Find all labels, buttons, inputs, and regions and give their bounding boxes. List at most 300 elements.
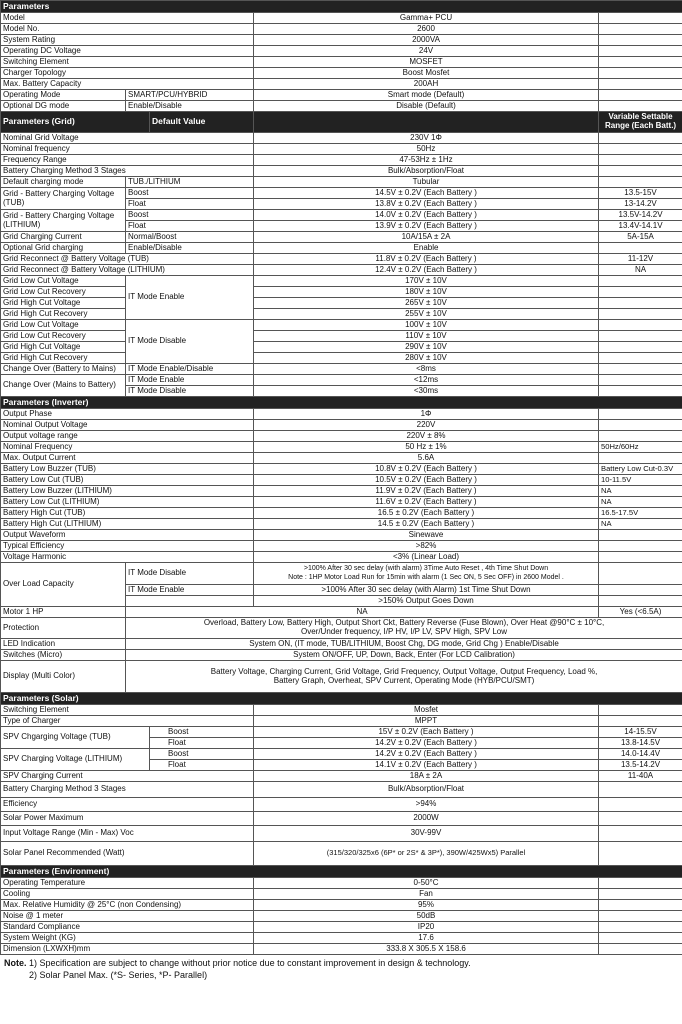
stage-range: 13.8-14.5V <box>599 738 682 749</box>
table-row <box>1 210 682 221</box>
env-label: Cooling <box>1 889 254 900</box>
stage-range: 13.5-15V <box>599 188 682 199</box>
table-row <box>1 911 682 922</box>
stage-label: Boost <box>150 749 254 760</box>
range-cell <box>599 596 682 607</box>
default-mode-option: TUB./LITHIUM <box>126 177 254 188</box>
inverter-range: NA <box>599 497 682 508</box>
optional-grid-value: Enable <box>254 243 599 254</box>
solar-value: 30V-99V <box>254 826 599 842</box>
table-row <box>1 431 682 442</box>
table-row <box>1 771 682 782</box>
section-header-grid: Parameters (Grid) <box>1 112 150 133</box>
cut-value: 290V ± 10V <box>254 342 599 353</box>
spv-current-value: 18A ± 2A <box>254 771 599 782</box>
env-label: Operating Temperature <box>1 878 254 889</box>
param-label: Switching Element <box>1 57 254 68</box>
inverter-value: 14.5 ± 0.2V (Each Battery ) <box>254 519 599 530</box>
range-cell <box>599 911 682 922</box>
inverter-label: Typical Efficiency <box>1 541 254 552</box>
table-row <box>1 112 682 133</box>
env-value: 333.8 X 305.5 X 158.6 <box>254 944 599 955</box>
led-label: LED Indication <box>1 639 126 650</box>
note-2 <box>4 970 678 982</box>
inverter-range: 16.5-17.5V <box>599 508 682 519</box>
table-row <box>1 508 682 519</box>
range-cell <box>599 386 682 397</box>
section-header-parameters: Parameters <box>1 1 682 13</box>
env-label: Max. Relative Humidity @ 25°C (non Condensing) <box>1 900 254 911</box>
env-value: Fan <box>254 889 599 900</box>
range-cell <box>599 826 682 842</box>
range-cell <box>599 276 682 287</box>
table-row <box>1 309 682 320</box>
cut-value: 170V ± 10V <box>254 276 599 287</box>
table-row <box>1 420 682 431</box>
cut-value: 255V ± 10V <box>254 309 599 320</box>
param-value: 24V <box>254 46 599 57</box>
protection-value: Overload, Battery Low, Battery High, Output Short Ckt, Battery Reverse (Fuse Blown), Over Heat @90°C ± 10°C, Over/Under frequency, I/P HV, I/P LV, SPV High, SPV Low <box>126 618 682 639</box>
env-label: Standard Compliance <box>1 922 254 933</box>
solar-label: Efficiency <box>1 798 254 812</box>
default-mode-value: Tubular <box>254 177 599 188</box>
table-row <box>1 79 682 90</box>
display-label: Display (Multi Color) <box>1 661 126 693</box>
table-row <box>1 889 682 900</box>
table-row <box>1 188 682 199</box>
cut-label: Grid High Cut Voltage <box>1 342 126 353</box>
inverter-label: Nominal Frequency <box>1 442 254 453</box>
inverter-range: Battery Low Cut-0.3V <box>599 464 682 475</box>
env-value: 0-50°C <box>254 878 599 889</box>
range-cell <box>599 342 682 353</box>
nominal-frequency-value: 50Hz <box>254 144 599 155</box>
table-row <box>1 782 682 798</box>
charging-current-range: 5A-15A <box>599 232 682 243</box>
inverter-value: Sinewave <box>254 530 599 541</box>
inverter-value: 10.8V ± 0.2V (Each Battery ) <box>254 464 599 475</box>
stage-value: 14.1V ± 0.2V (Each Battery ) <box>254 760 599 771</box>
range-cell <box>599 353 682 364</box>
stage-range: 13.4V-14.1V <box>599 221 682 232</box>
inverter-range <box>599 552 682 563</box>
range-cell <box>599 35 682 46</box>
range-cell <box>599 57 682 68</box>
table-row <box>1 464 682 475</box>
it-mode-enable-label: IT Mode Enable <box>126 585 254 596</box>
inverter-value: 220V <box>254 420 599 431</box>
reconnect-label: Grid Reconnect @ Battery Voltage (LITHIUM) <box>1 265 254 276</box>
env-label: Dimension (LXWXH)mm <box>1 944 254 955</box>
inverter-label: Output Waveform <box>1 530 254 541</box>
inverter-range <box>599 530 682 541</box>
grid-charging-voltage-label: Grid - Battery Charging Voltage (TUB) <box>1 188 126 210</box>
range-cell <box>599 133 682 144</box>
table-row <box>1 519 682 530</box>
range-cell <box>599 889 682 900</box>
table-row <box>1 716 682 727</box>
stage-value: 13.8V ± 0.2V (Each Battery ) <box>254 199 599 210</box>
param-value: 2000VA <box>254 35 599 46</box>
solar-value: Bulk/Absorption/Float <box>254 782 599 798</box>
motor-label: Motor 1 HP <box>1 607 126 618</box>
changeover-label: Change Over (Battery to Mains) <box>1 364 126 375</box>
changeover-value: <12ms <box>254 375 599 386</box>
range-cell <box>599 944 682 955</box>
range-cell <box>599 922 682 933</box>
table-row <box>1 331 682 342</box>
stage-label: Float <box>150 738 254 749</box>
inverter-label: Battery High Cut (LITHIUM) <box>1 519 254 530</box>
range-cell <box>599 782 682 798</box>
param-label: System Rating <box>1 35 254 46</box>
range-cell <box>599 101 682 112</box>
inverter-value: <3% (Linear Load) <box>254 552 599 563</box>
inverter-label: Nominal Output Voltage <box>1 420 254 431</box>
table-row <box>1 298 682 309</box>
range-cell <box>599 177 682 188</box>
table-row <box>1 826 682 842</box>
range-cell <box>599 585 682 596</box>
range-cell <box>599 24 682 35</box>
column-header-range: Variable Settable Range (Each Batt.) <box>599 112 682 133</box>
table-row <box>1 287 682 298</box>
changeover-mode: IT Mode Disable <box>126 386 254 397</box>
display-value: Battery Voltage, Charging Current, Grid Voltage, Grid Frequency, Output Voltage, Output Frequency, Load %, Battery Graph, Overheat, SPV Current, Operating Mode (HYB/PCU/SMT) <box>126 661 682 693</box>
reconnect-value: 11.8V ± 0.2V (Each Battery ) <box>254 254 599 265</box>
changeover-label: Change Over (Mains to Battery) <box>1 375 126 397</box>
stage-value: 14.5V ± 0.2V (Each Battery ) <box>254 188 599 199</box>
inverter-range <box>599 541 682 552</box>
spv-voltage-label: SPV Chgarging Voltage (TUB) <box>1 727 150 749</box>
motor-it-disable-value: Yes (<6.5A) <box>599 607 682 618</box>
range-cell <box>599 46 682 57</box>
note-1-text: 1) Specification are subject to change without prior notice due to constant improvement in design & technology. <box>29 958 471 968</box>
env-label: System Weight (KG) <box>1 933 254 944</box>
range-cell <box>599 375 682 386</box>
table-row <box>1 254 682 265</box>
table-row <box>1 101 682 112</box>
inverter-label: Battery Low Buzzer (LITHIUM) <box>1 486 254 497</box>
inverter-label: Battery High Cut (TUB) <box>1 508 254 519</box>
frequency-range-value: 47-53Hz ± 1Hz <box>254 155 599 166</box>
solar-label: Input Voltage Range (Min - Max) Voc <box>1 826 254 842</box>
inverter-label: Battery Low Buzzer (TUB) <box>1 464 254 475</box>
it-mode-label: IT Mode Enable <box>126 276 254 320</box>
table-row <box>1 144 682 155</box>
spacer-cell <box>126 596 254 607</box>
stage-range: 13.5V-14.2V <box>599 210 682 221</box>
inverter-label: Output voltage range <box>1 431 254 442</box>
cut-value: 180V ± 10V <box>254 287 599 298</box>
table-row <box>1 497 682 508</box>
table-row <box>1 749 682 760</box>
range-cell <box>599 144 682 155</box>
param-label: Operating Mode <box>1 90 126 101</box>
optional-grid-option: Enable/Disable <box>126 243 254 254</box>
overload-line-2: Note : 1HP Motor Load Run for 15min with alarm (1 Sec ON, 5 Sec OFF) in 2600 Model . <box>288 573 564 581</box>
range-cell <box>599 243 682 254</box>
solar-label: Solar Power Maximum <box>1 812 254 826</box>
solar-value: >94% <box>254 798 599 812</box>
env-value: 50dB <box>254 911 599 922</box>
table-row <box>1 693 682 705</box>
param-label: Charger Topology <box>1 68 254 79</box>
nominal-grid-voltage-label: Nominal Grid Voltage <box>1 133 254 144</box>
cut-label: Grid Low Cut Recovery <box>1 331 126 342</box>
range-cell <box>599 878 682 889</box>
column-header-default: Default Value <box>150 112 254 133</box>
it-mode-disable-label: IT Mode Disable <box>126 563 254 585</box>
inverter-range: NA <box>599 486 682 497</box>
inverter-range <box>599 409 682 420</box>
range-cell <box>599 364 682 375</box>
note-1 <box>4 958 678 970</box>
spv-voltage-label: SPV Charging Voltage (LITHIUM) <box>1 749 150 771</box>
param-label: Operating DC Voltage <box>1 46 254 57</box>
cut-value: 110V ± 10V <box>254 331 599 342</box>
inverter-range: NA <box>599 519 682 530</box>
table-row <box>1 24 682 35</box>
it-mode-label: IT Mode Disable <box>126 320 254 364</box>
stage-label: Boost <box>126 210 254 221</box>
table-row <box>1 342 682 353</box>
table-row <box>1 13 682 24</box>
stage-range: 14.0-14.4V <box>599 749 682 760</box>
table-row <box>1 57 682 68</box>
note-label: Note. <box>4 958 27 968</box>
range-cell <box>599 812 682 826</box>
table-row <box>1 232 682 243</box>
stage-value: 13.9V ± 0.2V (Each Battery ) <box>254 221 599 232</box>
range-cell <box>599 933 682 944</box>
table-row <box>1 155 682 166</box>
table-row <box>1 68 682 79</box>
switching-element-label: Switching Element <box>1 705 254 716</box>
table-row <box>1 552 682 563</box>
cut-value: 100V ± 10V <box>254 320 599 331</box>
inverter-range <box>599 453 682 464</box>
param-option: SMART/PCU/HYBRID <box>126 90 254 101</box>
default-mode-label: Default charging mode <box>1 177 126 188</box>
table-row <box>1 541 682 552</box>
table-row <box>1 166 682 177</box>
range-cell <box>599 287 682 298</box>
table-row <box>1 35 682 46</box>
overload-disable-value <box>254 563 599 585</box>
table-row <box>1 453 682 464</box>
param-value: MOSFET <box>254 57 599 68</box>
cut-label: Grid High Cut Voltage <box>1 298 126 309</box>
param-value: 200AH <box>254 79 599 90</box>
inverter-range: 50Hz/60Hz <box>599 442 682 453</box>
table-row <box>1 397 682 409</box>
table-row <box>1 320 682 331</box>
motor-it-enable-value: NA <box>126 607 599 618</box>
charging-current-label: Grid Charging Current <box>1 232 126 243</box>
range-cell <box>599 13 682 24</box>
led-value: System ON, (IT mode, TUB/LITHIUM, Boost Chg, DG mode, Grid Chg ) Enable/Disable <box>126 639 682 650</box>
table-row <box>1 650 682 661</box>
table-row <box>1 243 682 254</box>
inverter-label: Max. Output Current <box>1 453 254 464</box>
stage-label: Float <box>126 199 254 210</box>
inverter-label: Voltage Harmonic <box>1 552 254 563</box>
table-row <box>1 933 682 944</box>
section-header-inverter: Parameters (Inverter) <box>1 397 682 409</box>
param-label: Model No. <box>1 24 254 35</box>
table-row <box>1 866 682 878</box>
reconnect-range: 11-12V <box>599 254 682 265</box>
table-row <box>1 90 682 101</box>
range-cell <box>599 90 682 101</box>
inverter-range <box>599 420 682 431</box>
cut-label: Grid High Cut Recovery <box>1 309 126 320</box>
range-cell <box>599 298 682 309</box>
notes <box>0 955 682 981</box>
switches-value: System ON/OFF, UP, Down, Back, Enter (For LCD Calibration) <box>126 650 682 661</box>
inverter-value: 220V ± 8% <box>254 431 599 442</box>
charging-current-option: Normal/Boost <box>126 232 254 243</box>
cut-label: Grid Low Cut Recovery <box>1 287 126 298</box>
range-cell <box>599 563 682 585</box>
overload-label: Over Load Capacity <box>1 563 126 607</box>
changeover-value: <30ms <box>254 386 599 397</box>
inverter-label: Battery Low Cut (LITHIUM) <box>1 497 254 508</box>
param-value: Boost Mosfet <box>254 68 599 79</box>
stage-range: 13-14.2V <box>599 199 682 210</box>
param-value: 2600 <box>254 24 599 35</box>
inverter-value: 50 Hz ± 1% <box>254 442 599 453</box>
range-cell <box>599 705 682 716</box>
reconnect-range: NA <box>599 265 682 276</box>
charging-method-label: Battery Charging Method 3 Stages <box>1 166 254 177</box>
inverter-value: 1Φ <box>254 409 599 420</box>
stage-value: 14.2V ± 0.2V (Each Battery ) <box>254 749 599 760</box>
column-header-spacer <box>254 112 599 133</box>
stage-label: Float <box>150 760 254 771</box>
cut-label: Grid High Cut Recovery <box>1 353 126 364</box>
changeover-mode: IT Mode Enable <box>126 375 254 386</box>
table-row <box>1 727 682 738</box>
table-row <box>1 922 682 933</box>
table-row <box>1 276 682 287</box>
table-row <box>1 944 682 955</box>
stage-label: Boost <box>126 188 254 199</box>
table-row <box>1 177 682 188</box>
switches-label: Switches (Micro) <box>1 650 126 661</box>
table-row <box>1 133 682 144</box>
inverter-value: 11.6V ± 0.2V (Each Battery ) <box>254 497 599 508</box>
env-value: 95% <box>254 900 599 911</box>
overload-150-value: >150% Output Goes Down <box>254 596 599 607</box>
table-row <box>1 639 682 650</box>
table-row <box>1 705 682 716</box>
table-row <box>1 607 682 618</box>
reconnect-value: 12.4V ± 0.2V (Each Battery ) <box>254 265 599 276</box>
range-cell <box>599 79 682 90</box>
table-row <box>1 878 682 889</box>
table-row <box>1 353 682 364</box>
table-row <box>1 618 682 639</box>
cut-value: 280V ± 10V <box>254 353 599 364</box>
spv-current-label: SPV Charging Current <box>1 771 254 782</box>
param-label: Optional DG mode <box>1 101 126 112</box>
inverter-value: 10.5V ± 0.2V (Each Battery ) <box>254 475 599 486</box>
stage-range: 14-15.5V <box>599 727 682 738</box>
stage-label: Boost <box>150 727 254 738</box>
table-row <box>1 364 682 375</box>
frequency-range-label: Frequency Range <box>1 155 254 166</box>
param-option: Enable/Disable <box>126 101 254 112</box>
solar-value: 2000W <box>254 812 599 826</box>
range-cell <box>599 842 682 866</box>
table-row <box>1 409 682 420</box>
stage-value: 15V ± 0.2V (Each Battery ) <box>254 727 599 738</box>
stage-label: Float <box>126 221 254 232</box>
table-row <box>1 486 682 497</box>
section-header-solar: Parameters (Solar) <box>1 693 682 705</box>
stage-range: 13.5-14.2V <box>599 760 682 771</box>
table-row <box>1 798 682 812</box>
param-label: Max. Battery Capacity <box>1 79 254 90</box>
note-2-text: 2) Solar Panel Max. (*S- Series, *P- Parallel) <box>29 969 208 980</box>
cut-label: Grid Low Cut Voltage <box>1 276 126 287</box>
overload-line-1: >100% After 30 sec delay (with alarm) 3Time Auto Reset , 4th Time Shut Down <box>303 565 549 573</box>
table-row <box>1 46 682 57</box>
range-cell <box>599 900 682 911</box>
range-cell <box>599 798 682 812</box>
stage-value: 14.2V ± 0.2V (Each Battery ) <box>254 738 599 749</box>
table-row <box>1 442 682 453</box>
range-cell <box>599 155 682 166</box>
nominal-grid-voltage-value: 230V 1Φ <box>254 133 599 144</box>
table-row <box>1 475 682 486</box>
range-cell <box>599 331 682 342</box>
changeover-mode: IT Mode Enable/Disable <box>126 364 254 375</box>
inverter-value: >82% <box>254 541 599 552</box>
param-value: Disable (Default) <box>254 101 599 112</box>
charging-method-value: Bulk/Absorption/Float <box>254 166 599 177</box>
range-cell <box>599 320 682 331</box>
table-row <box>1 661 682 693</box>
table-row <box>1 265 682 276</box>
table-row <box>1 375 682 386</box>
cut-label: Grid Low Cut Voltage <box>1 320 126 331</box>
charging-current-value: 10A/15A ± 2A <box>254 232 599 243</box>
table-row <box>1 900 682 911</box>
reconnect-label: Grid Reconnect @ Battery Voltage (TUB) <box>1 254 254 265</box>
env-value: 17.6 <box>254 933 599 944</box>
inverter-value: 11.9V ± 0.2V (Each Battery ) <box>254 486 599 497</box>
type-of-charger-label: Type of Charger <box>1 716 254 727</box>
inverter-value: 16.5 ± 0.2V (Each Battery ) <box>254 508 599 519</box>
solar-value: (315/320/325x6 (6P* or 2S* & 3P*), 390W/425Wx5) Parallel <box>254 842 599 866</box>
grid-charging-voltage-label: Grid - Battery Charging Voltage (LITHIUM) <box>1 210 126 232</box>
overload-enable-value: >100% After 30 sec delay (with Alarm) 1st Time Shut Down <box>254 585 599 596</box>
param-label: Model <box>1 13 254 24</box>
range-cell <box>599 309 682 320</box>
type-of-charger-value: MPPT <box>254 716 599 727</box>
inverter-label: Battery Low Cut (TUB) <box>1 475 254 486</box>
inverter-label: Output Phase <box>1 409 254 420</box>
table-row <box>1 563 682 585</box>
inverter-value: 5.6A <box>254 453 599 464</box>
env-value: IP20 <box>254 922 599 933</box>
section-header-environment: Parameters (Environment) <box>1 866 682 878</box>
env-label: Noise @ 1 meter <box>1 911 254 922</box>
range-cell <box>599 166 682 177</box>
